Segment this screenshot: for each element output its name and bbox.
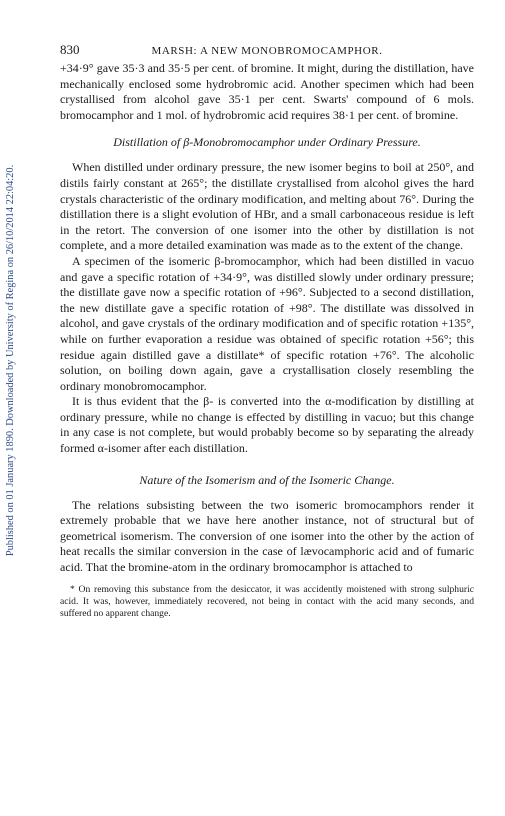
paragraph-1: +34·9° gave 35·3 and 35·5 per cent. of bromine. It might, during the distillation, have mechanically enclosed some hydrobromic acid. Another specimen which had been crystallised from alcohol gave 35·1 per cent. Swarts' compound of 6 mols. bromocamphor and 1 mol. of hydrobromic acid requires 38·1 per cent. of bromine. xyxy=(60,61,474,122)
download-watermark-text: Published on 01 January 1890. Downloaded by University of Regina on 26/10/2014 22:04:20. xyxy=(5,164,17,556)
paragraph-4: It is thus evident that the β- is converted into the α-modification by distilling at ordinary pressure, while no change is effected by distilling in vacuo; but this change in any case is not complete, but would probably become so by separating the already formed α-isomer after each distillation. xyxy=(60,394,474,456)
paragraph-5: The relations subsisting between the two isomeric bromocamphors render it extremely probable that we have here another instance, not of structural but of geometrical isomerism. The conversion of one isomer into the other by the action of heat recalls the similar conversion in the case of lævocamphoric acid and of fumaric acid. That the bromine-atom in the ordinary bromocamphor is attached to xyxy=(60,497,474,575)
page-header xyxy=(60,42,474,58)
page-content xyxy=(60,42,474,621)
footnote: * On removing this substance from the desiccator, it was accidently moistened with strong sulphuric acid. It was, however, immediately recovered, not being in contact with the acid many seconds, and suffered no apparent change. xyxy=(60,583,474,620)
running-title: MARSH: A NEW MONOBROMOCAMPHOR. xyxy=(151,45,383,57)
section-heading-isomerism: Nature of the Isomerism and of the Isomeric Change. xyxy=(139,472,395,487)
paragraph-2: When distilled under ordinary pressure, the new isomer begins to boil at 250°, and distils fairly constant at 265°; the distillate crystallised from alcohol gives the hard crystals characteristic of the ordinary modification, and melting about 76°. During the distillation there is a slight evolution of HBr, and a small carbonaceous residue is left in the retort. The conversion of one isomer into the other by distillation is not complete, and a more detailed examination was made as to the extent of the change. xyxy=(60,160,474,253)
download-watermark xyxy=(4,60,18,660)
paragraph-3: A specimen of the isomeric β-bromocamphor, which had been distilled in vacuo and gave a specific rotation of +34·9°, was distilled slowly under ordinary pressure; the distillate gave now a specific rotation of +96°. Subjected to a second distillation, the new distillate gave a specific rotation of +98°. The distillate was dissolved in alcohol, and gave crystals of the ordinary modification and of specific rotation +135°, while on further evaporation a residue was obtained of specific rotation +56°; this residue again distilled gave a distillate* of specific rotation +76°. The alcoholic solution, on boiling down again, gave a crystallisation closely resembling the ordinary monobromocamphor. xyxy=(60,253,474,393)
section-heading-distillation: Distillation of β-Monobromocamphor under Ordinary Pressure. xyxy=(113,135,421,150)
page-number: 830 xyxy=(60,42,80,57)
